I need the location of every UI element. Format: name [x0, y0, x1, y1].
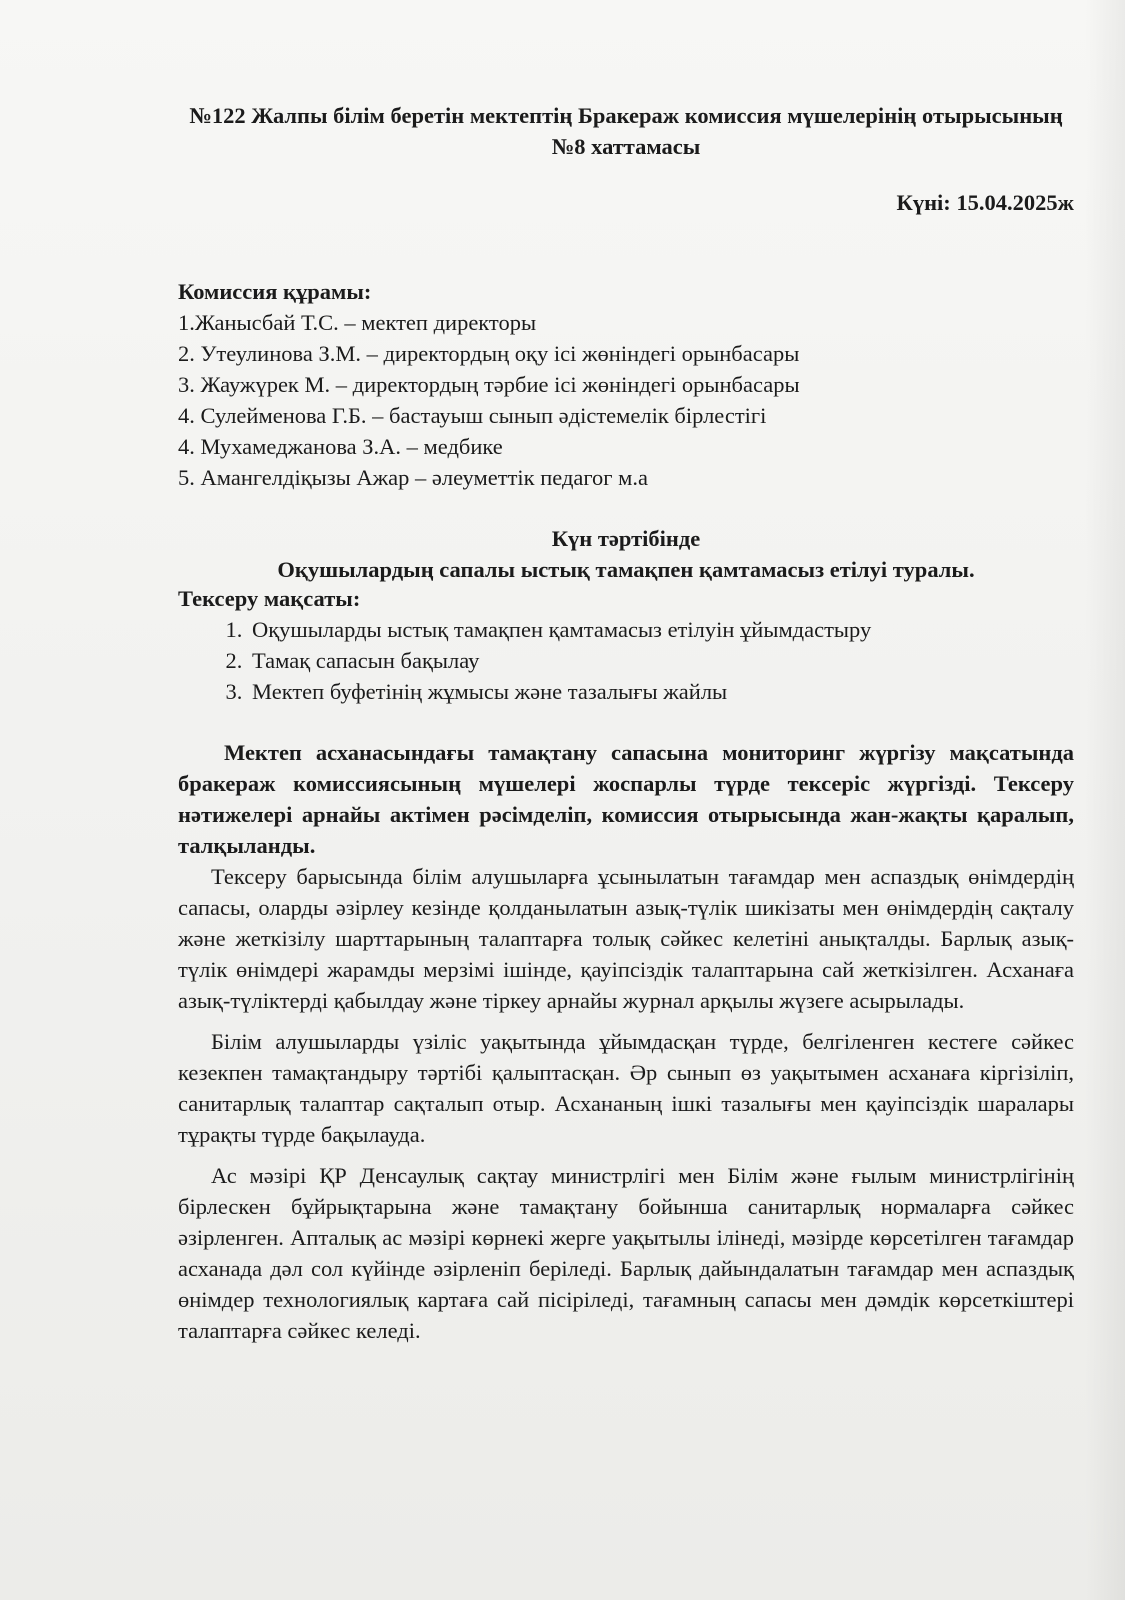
agenda-heading: Күн тәртібінде	[551, 526, 701, 551]
goal-item: 2. Тамақ сапасын бақылау	[248, 645, 1074, 676]
summary-paragraph: Мектеп асханасындағы тамақтану сапасына мониторинг жүргізу мақсатында бракераж комиссиясының мүшелері жоспарлы түрде тексеріс жүргізді. Тексеру нәтижелері арнайы актімен рәсімделіп, комиссия отырысында жан-жақты қаралып, талқыланды.	[178, 740, 1074, 858]
goals-heading: Тексеру мақсаты:	[178, 586, 361, 611]
member-item: 3. Жаужүрек М. – директордың тәрбие ісі жөніндегі орынбасары	[178, 372, 800, 397]
member-item: 2. Утеулинова З.М. – директордың оқу ісі жөніндегі орынбасары	[178, 341, 800, 366]
goal-item: 3. Мектеп буфетінің жұмысы және тазалығы жайлы	[248, 676, 1074, 707]
commission-members-list	[178, 307, 1074, 493]
member-item: 4. Мухамеджанова З.А. – медбике	[178, 434, 503, 459]
page-edge-shadow	[1085, 0, 1125, 1600]
document-title: №122 Жалпы білім беретін мектептің Бракераж комиссия мүшелерінің отырысының №8 хаттамасы	[189, 103, 1063, 159]
member-item: 1.Жанысбай Т.С. – мектеп директоры	[178, 310, 537, 335]
goals-list	[178, 614, 1074, 707]
body-paragraph: Білім алушыларды үзіліс уақытында ұйымдасқан түрде, белгіленген кестеге сәйкес кезекпен тамақтандыру тәртібі қалыптасқан. Әр сынып өз уақытымен асханаға кіргізіліп, санитарлық талаптар сақталып отыр. Асхананың ішкі тазалығы мен қауіпсіздік шаралары тұрақты түрде бақылауда.	[178, 1029, 1074, 1147]
goal-item: 1. Оқушыларды ыстық тамақпен қамтамасыз етілуін ұйымдастыру	[248, 614, 1074, 645]
document-content	[178, 100, 1074, 1346]
body-paragraph: Тексеру барысында білім алушыларға ұсынылатын тағамдар мен аспаздық өнімдердің сапасы, оларды әзірлеу кезінде қолданылатын азық-түлік шикізаты мен өнімдердің сақталу және жеткізілу шарттарының талаптарға толық сәйкес келетіні анықталды. Барлық азық-түлік өнімдері жарамды мерзімі ішінде, қауіпсіздік талаптарына сай жеткізілген. Асханаға азық-түліктерді қабылдау және тіркеу арнайы журнал арқылы жүзеге асырылады.	[178, 864, 1074, 1013]
member-item: 5. Амангелдіқызы Ажар – әлеуметтік педагог м.а	[178, 465, 648, 490]
commission-heading: Комиссия құрамы:	[178, 279, 372, 304]
agenda-topic: Оқушылардың сапалы ыстық тамақпен қамтамасыз етілуі туралы.	[277, 557, 975, 582]
member-item: 4. Сулейменова Г.Б. – бастауыш сынып әдістемелік бірлестігі	[178, 403, 767, 428]
body-paragraph: Ас мәзірі ҚР Денсаулық сақтау министрлігі мен Білім және ғылым министрлігінің бірлескен бұйрықтарына және тамақтану бойынша санитарлық нормаларға сәйкес әзірленген. Апталық ас мәзірі көрнекі жерге уақытылы ілінеді, мәзірде көрсетілген тағамдар асханада дәл сол күйінде әзірленіп беріледі. Барлық дайындалатын тағамдар мен аспаздық өнімдер технологиялық картаға сай пісіріледі, тағамның сапасы мен дәмдік көрсеткіштері талаптарға сәйкес келеді.	[178, 1163, 1074, 1343]
document-date: Күні: 15.04.2025ж	[896, 190, 1074, 215]
